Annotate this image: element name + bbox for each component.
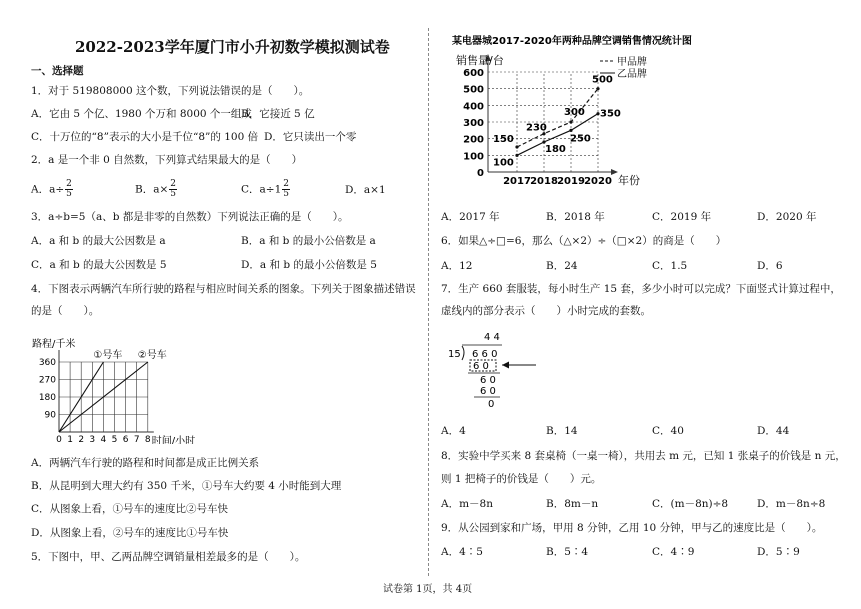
y-tick-label: 270 [38, 375, 56, 386]
q4-option-a[interactable]: A．两辆汽车行驶的路程和时间都是成正比例关系 [31, 457, 260, 469]
x-tick-label: 5 [111, 435, 118, 444]
q3-option-a[interactable]: A．a 和 b 的最大公因数是 a [31, 235, 166, 247]
q2-option-a-text: A．a÷ [31, 183, 65, 196]
q2-option-a[interactable] [31, 180, 73, 199]
q7-option-b[interactable]: B．14 [546, 425, 578, 437]
y-tick-label: 180 [38, 393, 56, 403]
divisor: 15 [448, 349, 461, 360]
q9-option-a[interactable]: A．4∶5 [441, 546, 483, 558]
x-tick-label: 2018 [530, 176, 558, 187]
q1-option-c[interactable]: C．十万位的“8”表示的大小是千位“8”的 100 倍 [31, 131, 259, 143]
data-label: 300 [564, 107, 585, 118]
x-axis-arrow-icon [611, 169, 618, 175]
series-label-1: ①号车 [93, 350, 123, 361]
q4-stem-line2: 的是（ ）。 [31, 305, 100, 317]
q5-option-c[interactable]: C．2019 年 [652, 211, 712, 223]
q9-option-c[interactable]: C．4∶9 [652, 546, 695, 558]
y-tick-label: 360 [38, 358, 56, 368]
q2-option-b[interactable] [135, 180, 177, 199]
q5-option-a[interactable]: A．2017 年 [441, 211, 500, 223]
x-tick-label: 6 [122, 435, 129, 444]
q2-option-d[interactable]: D．a×1 [345, 184, 386, 196]
y-tick-label: 200 [463, 134, 484, 146]
q8-option-b[interactable]: B．8m－n [546, 498, 599, 510]
column-divider [428, 28, 429, 576]
data-label: 180 [545, 144, 566, 155]
q6-option-d[interactable]: D．6 [757, 260, 783, 272]
legend-entry-2: 乙品牌 [617, 69, 647, 80]
q2-option-c[interactable] [241, 180, 290, 199]
q6-option-b[interactable]: B．24 [546, 260, 578, 272]
sales-chart [440, 32, 710, 194]
q8-stem-line1: 8．实验中学买来 8 套桌椅（一桌一椅），共用去 m 元，已知 1 张桌子的价钱是 n 元， [441, 450, 846, 462]
q5-option-d[interactable]: D．2020 年 [757, 211, 817, 223]
data-label: 250 [570, 133, 591, 145]
x-axis-label: 年份 [618, 174, 640, 187]
data-label: 500 [592, 74, 613, 86]
section-heading: 一、选择题 [31, 65, 84, 77]
q8-option-c[interactable]: C．(m－8n)÷8 [652, 498, 729, 510]
chart-title: 某电器城2017-2020年两种品牌空调销售情况统计图 [452, 36, 692, 47]
data-point [569, 129, 572, 132]
x-tick-label: 3 [89, 435, 96, 444]
distance-time-chart [30, 336, 220, 444]
y-axis-label: 路程/千米 [32, 339, 76, 350]
data-point [515, 154, 518, 157]
q7-stem-line1: 7．生产 660 套服装，每小时生产 15 套，多少小时可以完成？下面竖式计算过程中， [441, 283, 841, 295]
x-tick-label: 2020 [584, 176, 612, 187]
y-tick-label: 100 [463, 151, 484, 163]
x-tick-label: 4 [100, 435, 107, 444]
y-tick-label: 300 [463, 118, 484, 129]
q1-stem: 1．对于 519808000 这个数，下列说法错误的是（ ）。 [31, 85, 310, 97]
q6-option-c[interactable]: C．1.5 [652, 260, 688, 272]
remainder-1: 6 0 [480, 375, 496, 386]
data-point [515, 145, 518, 148]
dividend: 6 6 0 [472, 349, 498, 360]
q2-stem: 2．a 是一个非 0 自然数，下列算式结果最大的是（ ） [31, 154, 303, 166]
q7-option-a[interactable]: A．4 [441, 425, 466, 437]
fraction: $\frac{2}{5}$ [170, 179, 177, 199]
q8-stem-line2: 则 1 把椅子的价钱是（ ）元。 [441, 473, 602, 485]
division-bracket [462, 346, 464, 360]
q9-stem: 9．从公园到家和广场，甲用 8 分钟，乙用 10 分钟，甲与乙的速度比是（ ）。 [441, 522, 823, 534]
page-title: 2022-2023学年厦门市小升初数学模拟测试卷 [75, 38, 390, 56]
arrow-head-icon [502, 362, 509, 369]
y-tick-label: 600 [463, 68, 484, 79]
data-label: 230 [526, 122, 547, 134]
q7-stem-line2: 虚线内的部分表示（ ）小时完成的套数。 [441, 305, 651, 317]
y-tick-label: 0 [477, 168, 484, 179]
y-tick-label: 500 [463, 84, 484, 96]
q3-stem: 3．a÷b=5（a、b 都是非零的自然数）下列说法正确的是（ ）。 [31, 211, 349, 223]
q6-option-a[interactable]: A．12 [441, 260, 473, 272]
series-label-2: ②号车 [137, 350, 167, 361]
q8-option-a[interactable]: A．m－8n [441, 498, 493, 510]
q4-option-c[interactable]: C．从图象上看，①号车的速度比②号车快 [31, 503, 229, 515]
y-tick-label: 90 [44, 410, 56, 421]
q5-stem: 5．下图中，甲、乙两品牌空调销量相差最多的是（ ）。 [31, 551, 306, 563]
q5-option-b[interactable]: B．2018 年 [546, 211, 605, 223]
step-2: 6 0 [480, 386, 496, 397]
q4-option-d[interactable]: D．从图象上看，②号车的速度比①号车快 [31, 527, 229, 539]
q8-option-d[interactable]: D．m－8n÷8 [757, 498, 826, 510]
q3-option-c[interactable]: C．a 和 b 的最大公因数是 5 [31, 259, 167, 271]
y-tick-label: 400 [463, 101, 484, 113]
x-tick-label: 2017 [503, 176, 531, 187]
q1-option-d[interactable]: D．它只读出一个零 [264, 131, 357, 143]
q1-option-b[interactable]: B．它接近 5 亿 [241, 108, 315, 120]
data-point [569, 120, 572, 123]
fraction: $\frac{2}{5}$ [66, 179, 72, 199]
remainder-2: 0 [488, 399, 495, 410]
x-tick-label: 8 [144, 435, 151, 444]
q2-option-c-text: C．a÷1 [241, 183, 282, 196]
step-1: 6 0 [473, 361, 489, 372]
q1-option-a[interactable]: A．它由 5 个亿、1980 个万和 8000 个一组成 [31, 108, 252, 120]
q3-option-b[interactable]: B．a 和 b 的最小公倍数是 a [241, 235, 376, 247]
q7-option-c[interactable]: C．40 [652, 425, 684, 437]
q4-option-b[interactable]: B．从昆明到大理大约有 350 千米，①号车大约要 4 小时能到大理 [31, 480, 342, 492]
data-label: 100 [493, 157, 514, 169]
x-tick-label: 2019 [557, 176, 585, 187]
y-axis-label: 销售量/台 [456, 54, 504, 67]
data-point [596, 87, 599, 90]
x-tick-label: 1 [67, 435, 73, 444]
q7-option-d[interactable]: D．44 [757, 425, 790, 437]
fraction: $\frac{2}{5}$ [283, 179, 290, 199]
long-division [440, 328, 560, 412]
q4-stem-line1: 4．下图表示两辆汽车所行驶的路程与相应时间关系的图象。下列关于图象描述错误 [31, 283, 416, 295]
legend-entry-1: 甲品牌 [617, 57, 647, 68]
x-tick-label: 2 [78, 435, 85, 444]
x-tick-label: 0 [56, 435, 62, 444]
q3-option-d[interactable]: D．a 和 b 的最小公倍数是 5 [241, 259, 377, 271]
x-axis-label: 时间/小时 [151, 436, 196, 444]
q9-option-b[interactable]: B．5∶4 [546, 546, 589, 558]
q2-option-b-text: B．a× [135, 183, 169, 196]
quotient: 4 4 [484, 332, 500, 343]
data-label: 350 [600, 108, 621, 120]
x-tick-label: 7 [133, 435, 140, 444]
page-footer: 试卷第 1页，共 4页 [383, 584, 473, 595]
data-label: 150 [493, 134, 514, 145]
q6-stem: 6．如果△÷□=6，那么（△×2）÷（□×2）的商是（ ） [441, 235, 727, 247]
q9-option-d[interactable]: D．5∶9 [757, 546, 800, 558]
